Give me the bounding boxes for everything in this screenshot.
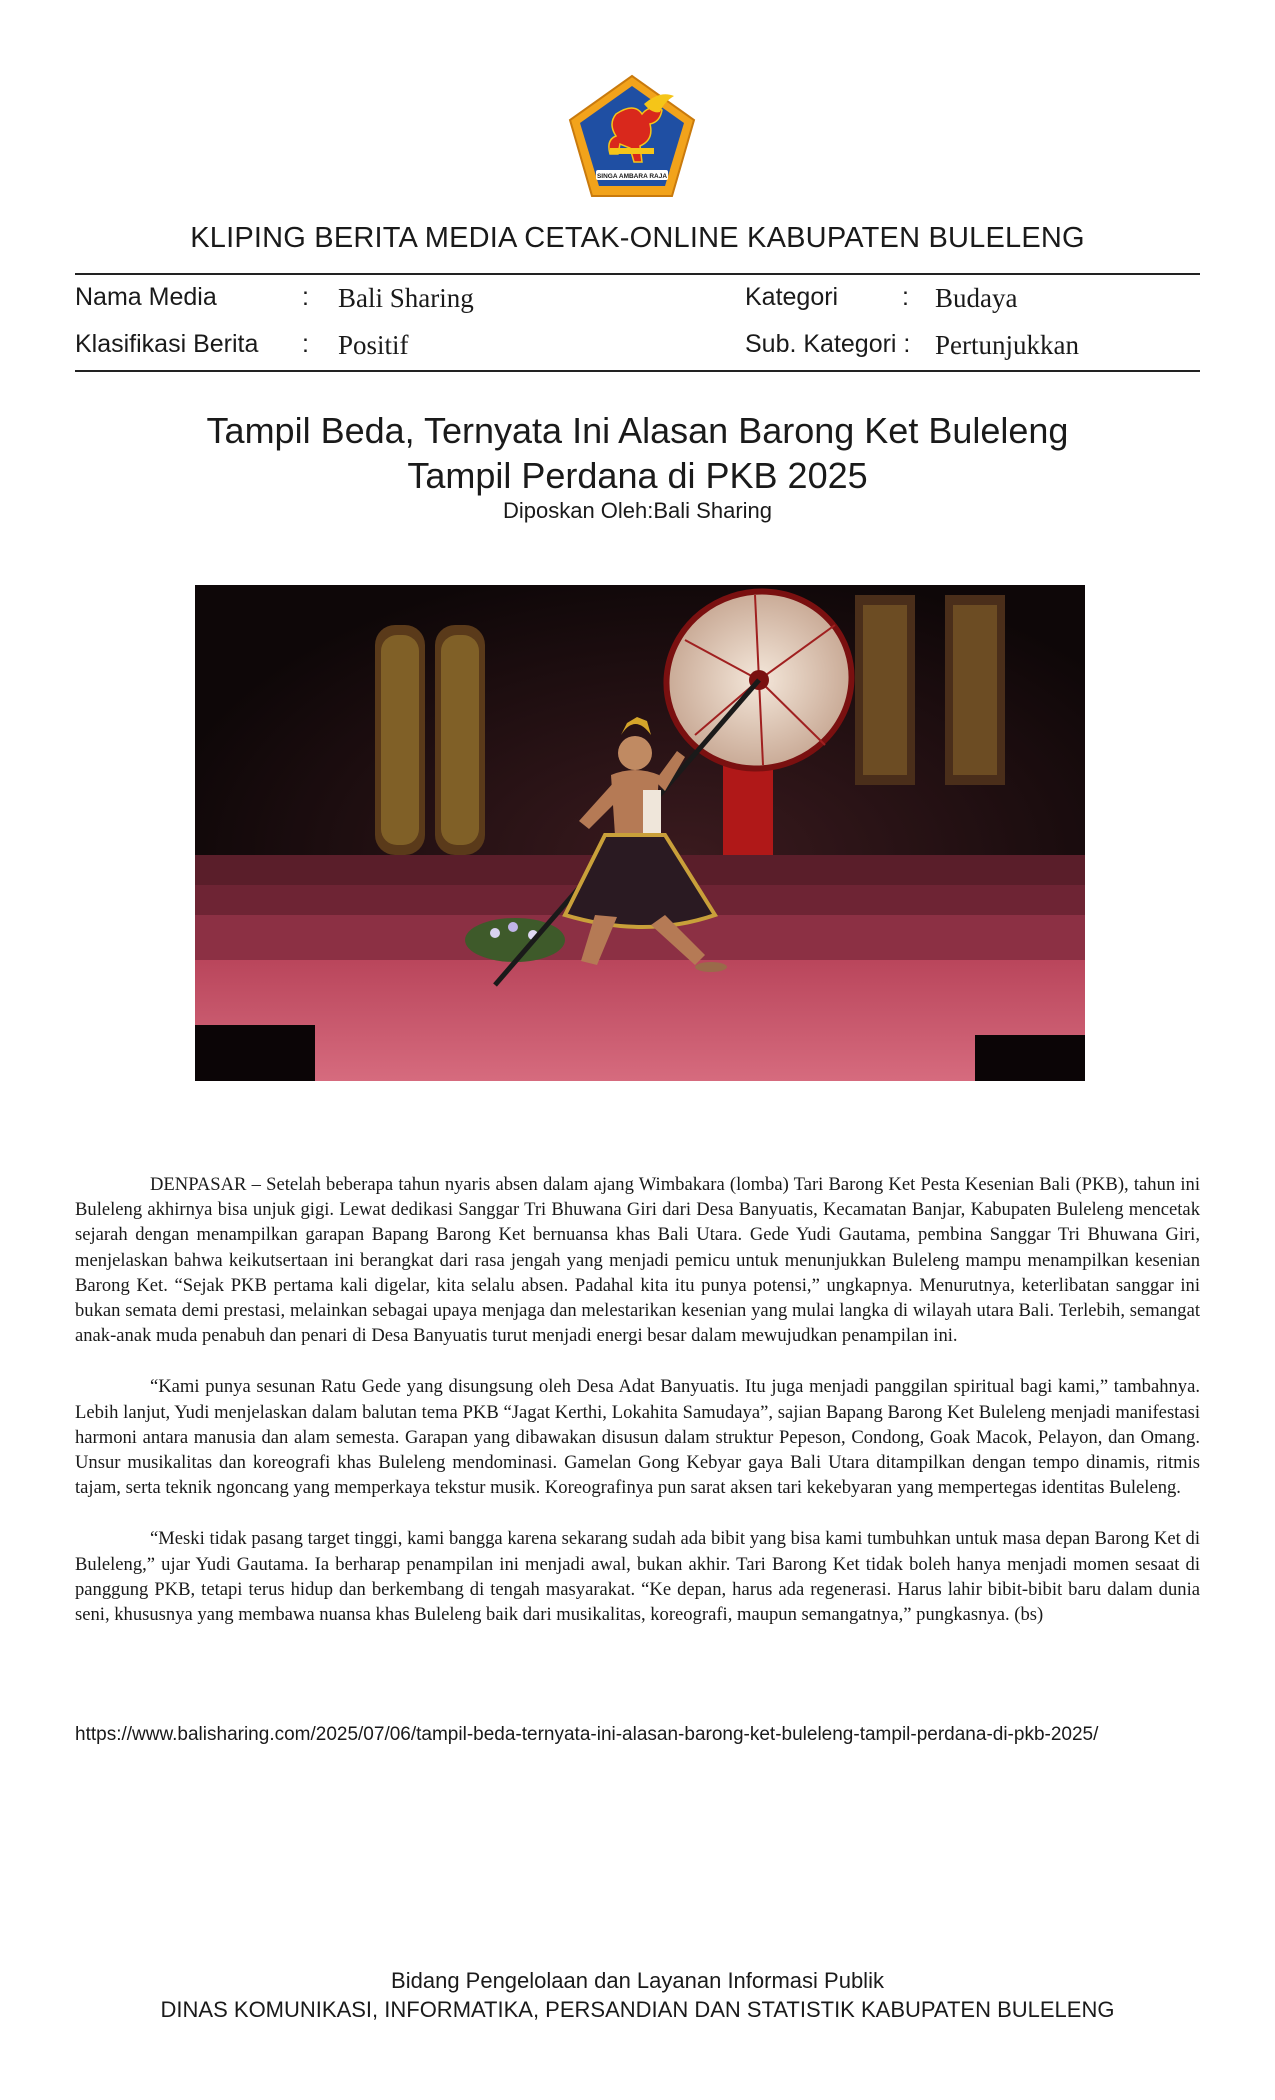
footer-line-2: DINAS KOMUNIKASI, INFORMATIKA, PERSANDIAN DAN STATISTIK KABUPATEN BULELENG <box>160 1997 1115 2022</box>
category-label: Kategori <box>745 283 839 311</box>
media-colon: : <box>302 283 309 311</box>
classification-colon: : <box>302 330 309 358</box>
logo-motto: SINGA AMBARA RAJA <box>596 173 668 180</box>
subcategory-value: Pertunjukkan <box>935 330 1079 360</box>
media-label: Nama Media <box>75 283 217 311</box>
article-byline: Diposkan Oleh:Bali Sharing <box>502 498 773 523</box>
article-title-line1: Tampil Beda, Ternyata Ini Alasan Barong Ket Buleleng <box>206 410 1069 451</box>
article-paragraph-3: “Meski tidak pasang target tinggi, kami bangga karena sekarang sudah ada bibit yang bisa kami tumbuhkan untuk masa depan Barong Ket di Buleleng,” ujar Yudi Gautama. Ia berharap penampilan ini menjadi awal, bukan akhir. Tari Barong Ket tidak boleh hanya menjadi momen sesaat di panggung PKB, tetapi terus hidup dan berkembang di tengah masyarakat. “Ke depan, harus ada regenerasi. Harus lahir bibit-bibit baru dalam dunia seni, khususnya yang membawa nuansa khas Buleleng baik dari musikalitas, koreografi, maupun semangatnya,” pungkasnya. (bs) <box>75 1528 1200 1626</box>
media-value: Bali Sharing <box>338 283 474 313</box>
subcategory-label: Sub. Kategori : <box>745 330 911 358</box>
header-divider-bottom <box>75 370 1200 372</box>
source-link[interactable]: https://www.balisharing.com/2025/07/06/tampil-beda-ternyata-ini-alasan-barong-ket-buleleng-tampil-perdana-di-pkb-2025/ <box>75 1724 1099 1745</box>
article-body <box>75 1172 1200 1653</box>
clipping-header-title: KLIPING BERITA MEDIA CETAK-ONLINE KABUPATEN BULELENG <box>190 222 1085 254</box>
article-title-line2: Tampil Perdana di PKB 2025 <box>407 455 868 496</box>
article-paragraph-2: “Kami punya sesunan Ratu Gede yang disungsung oleh Desa Adat Banyuatis. Itu juga menjadi panggilan spiritual bagi kami,” tambahnya. Lebih lanjut, Yudi menjelaskan dalam balutan tema PKB “Jagat Kerthi, Lokahita Samudaya”, sajian Bapang Barong Ket Buleleng menjadi manifestasi harmoni antara manusia dan alam semesta. Garapan yang dibawakan disusun dalam struktur Pepeson, Condong, Goak Macok, Pelayon, dan Omang. Unsur musikalitas dan koreografi khas Buleleng mendominasi. Gamelan Gong Kebyar gaya Bali Utara ditampilkan dengan tempo dinamis, ritmis tajam, serta teknik ngoncang yang memperkaya tekstur musik. Koreografinya pun sarat aksen tari kekebyaran yang mempertegas identitas Buleleng. <box>75 1376 1200 1499</box>
article-photo <box>195 585 1085 1081</box>
header-divider-top <box>75 273 1200 275</box>
classification-label: Klasifikasi Berita <box>75 330 259 358</box>
classification-value: Positif <box>338 330 409 360</box>
article-title <box>0 408 1275 498</box>
category-value: Budaya <box>935 283 1018 313</box>
buleleng-logo <box>566 74 698 200</box>
footer <box>0 1966 1275 2024</box>
article-paragraph-1: DENPASAR – Setelah beberapa tahun nyaris absen dalam ajang Wimbakara (lomba) Tari Barong Ket Pesta Kesenian Bali (PKB), tahun ini Buleleng akhirnya bisa unjuk gigi. Lewat dedikasi Sanggar Tri Bhuwana Giri dari Desa Banyuatis, Kecamatan Banjar, Kabupaten Buleleng mencetak sejarah dengan menampilkan garapan Bapang Barong Ket bernuansa khas Bali Utara. Gede Yudi Gautama, pembina Sanggar Tri Bhuwana Giri, menjelaskan bahwa keikutsertaan ini berangkat dari rasa jengah yang menjadi pemicu untuk menunjukkan Buleleng mampu menampilkan kesenian Barong Ket. “Sejak PKB pertama kali digelar, kita selalu absen. Padahal kita itu punya potensi,” ungkapnya. Menurutnya, keterlibatan sanggar ini bukan semata demi prestasi, melainkan sebagai upaya menjaga dan melestarikan kesenian yang mulai langka di wilayah utara Bali. Terlebih, semangat anak-anak muda penabuh dan penari di Desa Banyuatis turut menjadi energi besar dalam mewujudkan penampilan ini. <box>75 1174 1200 1347</box>
footer-line-1: Bidang Pengelolaan dan Layanan Informasi Publik <box>391 1968 884 1993</box>
category-colon: : <box>902 283 909 311</box>
